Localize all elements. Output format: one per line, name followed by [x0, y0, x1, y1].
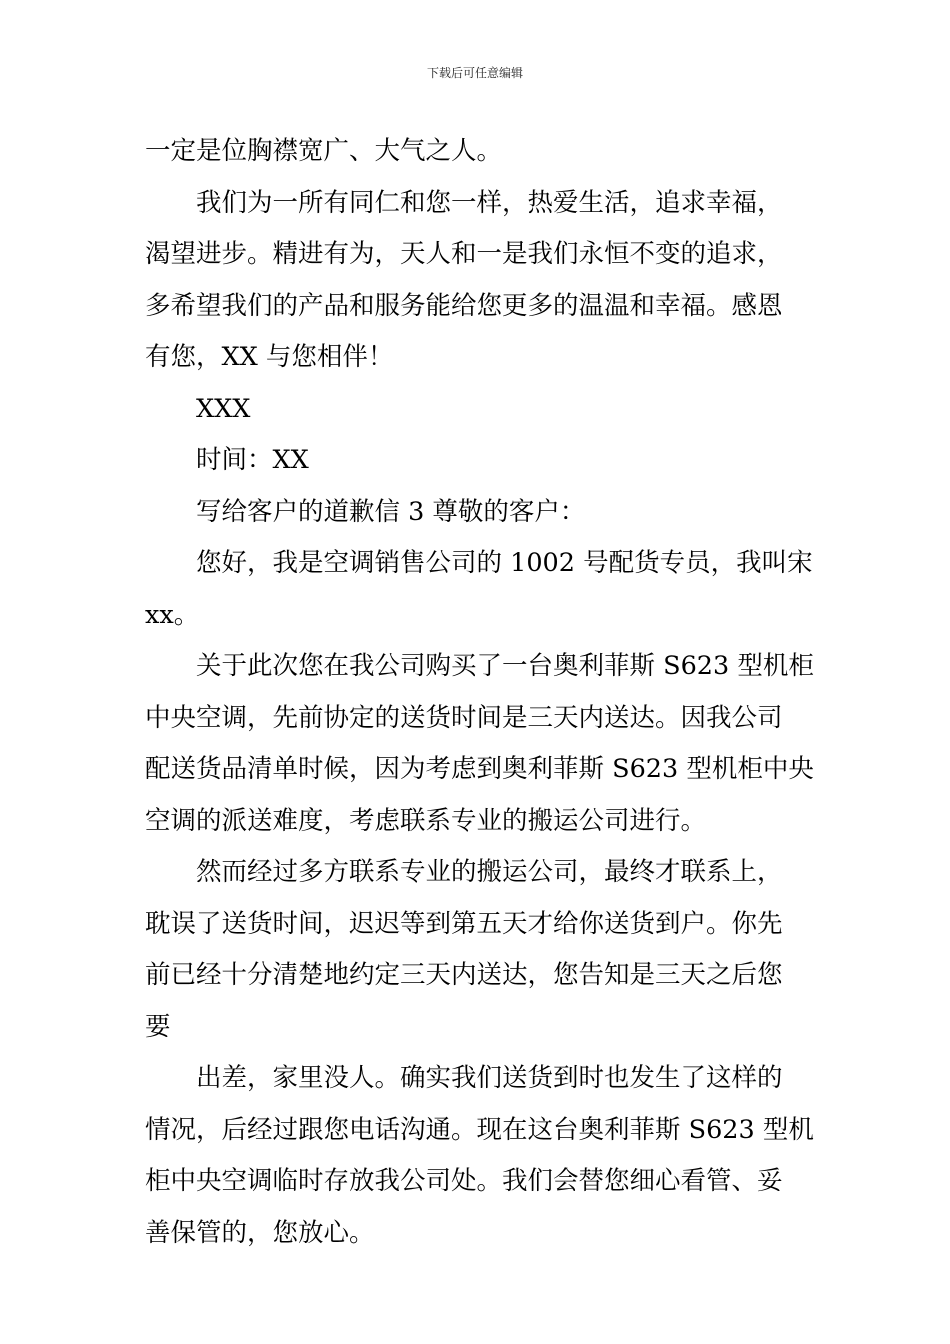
signature-name: XXX — [196, 393, 251, 424]
paragraph-purchase — [145, 641, 814, 847]
text-line: 写给客户的道歉信 3 尊敬的客户： — [196, 496, 586, 527]
text-line: 中央空调，先前协定的送货时间是三天内送达。因我公司 — [145, 702, 783, 733]
text-line: xx。 — [145, 599, 200, 630]
text-line: 前已经十分清楚地约定三天内送达，您告知是三天之后您 — [145, 960, 783, 990]
text-line: 您好，我是空调销售公司的 1002 号配货专员，我叫宋 — [196, 548, 813, 578]
text-line: 出差，家里没人。确实我们送货到时也发生了这样的 — [196, 1063, 783, 1093]
text-line: 柜中央空调临时存放我公司处。我们会替您细心看管、妥 — [145, 1166, 783, 1196]
paragraph-greeting — [145, 538, 813, 641]
text-line: 配送货品清单时候，因为考虑到奥利菲斯 S623 型机柜中央 — [145, 754, 814, 784]
text-line: 空调的派送难度，考虑联系专业的搬运公司进行。 — [145, 805, 707, 836]
page-header: 下载后可任意编辑 — [426, 66, 523, 80]
letter-title-line — [145, 487, 809, 539]
text-line: 一定是位胸襟宽广、大气之人。 — [145, 136, 503, 166]
text-line: 耽误了送货时间，迟迟等到第五天才给你送货到户。你先 — [145, 908, 783, 939]
paragraph-delay — [145, 847, 809, 1053]
text-line: 然而经过多方联系专业的搬运公司，最终才联系上， — [196, 857, 783, 887]
text-line: 有您，XX 与您相伴！ — [145, 342, 394, 372]
text-line: 我们为一所有同仁和您一样，热爱生活，追求幸福， — [196, 187, 783, 218]
text-line: 善保管的，您放心。 — [145, 1217, 375, 1248]
paragraph-storage — [145, 1053, 814, 1259]
text-line: 要 — [145, 1011, 171, 1042]
text-line: 关于此次您在我公司购买了一台奥利菲斯 S623 型机柜 — [196, 651, 814, 681]
text-line: 渴望进步。精进有为，天人和一是我们永恒不变的追求， — [145, 239, 783, 269]
text-line: 情况，后经过跟您电话沟通。现在这台奥利菲斯 S623 型机 — [145, 1114, 814, 1145]
text-line: 多希望我们的产品和服务能给您更多的温温和幸福。感恩 — [145, 290, 783, 321]
document-body — [145, 126, 814, 1259]
paragraph-company-values — [145, 178, 809, 384]
signature-date: 时间：XX — [196, 445, 309, 475]
paragraph-closing — [145, 126, 809, 178]
